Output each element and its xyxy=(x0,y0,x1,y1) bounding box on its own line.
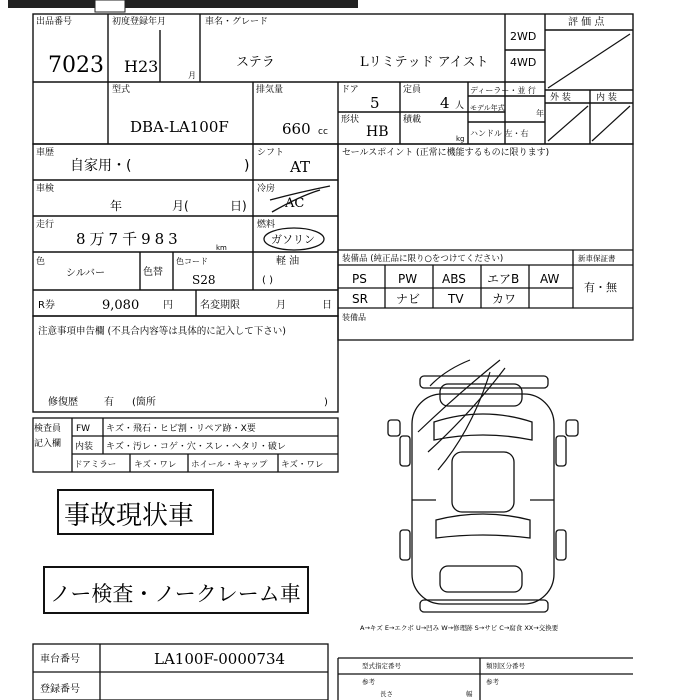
capacity-value: 4 xyxy=(440,94,450,112)
model-year-label: モデル年式 xyxy=(470,104,505,112)
model-code: DBA-LA100F xyxy=(130,118,229,136)
first-reg-month-unit: 月 xyxy=(188,71,196,80)
car-grade: Lリミテッド アイスト xyxy=(360,55,489,70)
name-change-label: 名変期限 xyxy=(200,300,240,311)
chassis-label: 車台番号 xyxy=(40,654,80,665)
drive-4wd: 4WD xyxy=(510,56,537,69)
mirror-label: ドアミラー xyxy=(74,460,117,470)
inspection-day: 日) xyxy=(230,199,247,213)
color-value: シルバー xyxy=(66,268,106,279)
kg-unit: kg xyxy=(456,135,465,143)
other-equipment-label: 装備品 xyxy=(342,313,366,322)
equip-sr: SR xyxy=(352,292,368,306)
fuel-label: 燃料 xyxy=(257,220,276,230)
score-label: 評 価 点 xyxy=(568,17,605,28)
shift-label: シフト xyxy=(257,148,285,158)
load-label: 積載 xyxy=(403,115,422,125)
no-claim-stamp: ノー検査・ノークレーム車 xyxy=(50,582,301,606)
year-unit: 年 xyxy=(536,109,544,118)
sales-point-label: セールスポイント (正常に機能するものに限ります) xyxy=(342,148,550,158)
usage-value: 自家用・( xyxy=(70,158,132,174)
fuel-value: ガソリン xyxy=(271,233,315,246)
warranty-value: 有・無 xyxy=(584,281,617,294)
lot-label: 出品番号 xyxy=(36,17,73,27)
equip-pw: PW xyxy=(398,272,418,286)
equip-navi: ナビ xyxy=(396,292,421,306)
reference-right: 参考 xyxy=(486,678,499,686)
lot-number: 7023 xyxy=(48,53,104,78)
registration-label: 登録番号 xyxy=(40,684,80,695)
inspection-label: 車検 xyxy=(36,184,55,194)
fuel-paren: ( ) xyxy=(262,275,273,286)
inspector-label-2: 記入欄 xyxy=(34,439,62,449)
recycle-amount: 9,080 xyxy=(102,298,140,313)
diesel-label: 軽 油 xyxy=(276,256,300,267)
inspection-month: 月( xyxy=(172,199,189,213)
capacity-label: 定員 xyxy=(403,85,422,95)
handle-label: ハンドル 左・右 xyxy=(470,129,529,138)
ac-value: AC xyxy=(285,196,305,211)
mirror-damage: キズ・ワレ xyxy=(134,460,177,470)
warranty-label: 新車保証書 xyxy=(578,254,616,263)
color-code-value: S28 xyxy=(192,273,216,287)
interior-text: キズ・汚レ・コゲ・穴・スレ・ヘタリ・破レ xyxy=(106,442,286,452)
name-change-month: 月 xyxy=(276,300,286,311)
first-reg-label: 初度登録年月 xyxy=(112,17,167,27)
length-label: 長さ xyxy=(380,690,393,698)
wheel-damage: キズ・ワレ xyxy=(281,460,324,470)
damage-code-legend: A→キズ E→エクボ U→凹み W→修理跡 S→サビ C→腐食 XX→交換要 xyxy=(360,624,559,632)
fw-text: キズ・飛石・ヒビ割・リペア跡・X要 xyxy=(106,424,256,434)
inspector-label-1: 検査員 xyxy=(34,424,62,434)
equip-tv: TV xyxy=(448,292,464,306)
reference-left: 参考 xyxy=(362,678,375,686)
dealer-label: ディーラー・並 行 xyxy=(470,86,536,95)
equip-aw: AW xyxy=(540,272,560,286)
shape-label: 形状 xyxy=(341,115,360,125)
mileage-value: 8万7千983 xyxy=(76,230,182,248)
usage-label: 車歴 xyxy=(36,148,55,158)
cc-unit: cc xyxy=(318,127,328,137)
color-label: 色 xyxy=(36,257,46,267)
displacement-label: 排気量 xyxy=(256,85,284,95)
door-count: 5 xyxy=(370,94,380,112)
wheel-label: ホイール・キャップ xyxy=(191,460,268,470)
recycle-yen: 円 xyxy=(163,300,173,311)
first-reg-value: H23 xyxy=(124,57,159,76)
person-unit: 人 xyxy=(455,101,465,111)
equip-abs: ABS xyxy=(442,272,466,286)
classification-label: 類別区分番号 xyxy=(486,662,525,670)
color-code-label: 色コード xyxy=(176,257,208,266)
equip-airbag: エアB xyxy=(487,272,520,286)
repair-suffix: (箇所 xyxy=(132,397,156,408)
car-name-label: 車名・グレード xyxy=(205,17,269,27)
notes-title: 注意事項申告欄 (不具合内容等は具体的に記入して下さい) xyxy=(38,326,286,337)
shift-value: AT xyxy=(290,158,311,176)
equip-leather: カワ xyxy=(492,292,517,306)
exterior-label: 外 装 xyxy=(550,93,571,103)
interior-key: 内装 xyxy=(75,442,94,452)
type-designation-label: 型式指定番号 xyxy=(362,662,401,670)
km-unit: km xyxy=(216,244,227,252)
ac-label: 冷房 xyxy=(257,184,276,194)
interior-label: 内 装 xyxy=(596,93,617,103)
model-label: 型式 xyxy=(112,85,131,95)
color-swap-label: 色替 xyxy=(143,267,163,278)
equipment-label: 装備品 (純正品に限り○をつけてください) xyxy=(342,254,504,264)
drive-2wd: 2WD xyxy=(510,30,537,43)
usage-close: ) xyxy=(244,158,250,174)
car-name: ステラ xyxy=(236,55,275,70)
repair-label: 修復歴 xyxy=(48,397,78,408)
inspection-year: 年 xyxy=(110,199,123,213)
shape-value: HB xyxy=(366,124,389,140)
repair-close: ) xyxy=(324,397,328,408)
mileage-label: 走行 xyxy=(36,220,55,230)
fw-key: FW xyxy=(76,424,91,434)
recycle-label: R券 xyxy=(38,300,55,311)
chassis-number: LA100F-0000734 xyxy=(154,650,286,668)
repair-value: 有 xyxy=(104,397,114,408)
equip-ps: PS xyxy=(352,272,367,286)
accident-stamp: 事故現状車 xyxy=(64,501,195,531)
name-change-day: 日 xyxy=(322,300,332,311)
displacement-value: 660 xyxy=(282,120,311,138)
door-label: ドア xyxy=(341,85,359,95)
width-label: 幅 xyxy=(466,690,473,698)
